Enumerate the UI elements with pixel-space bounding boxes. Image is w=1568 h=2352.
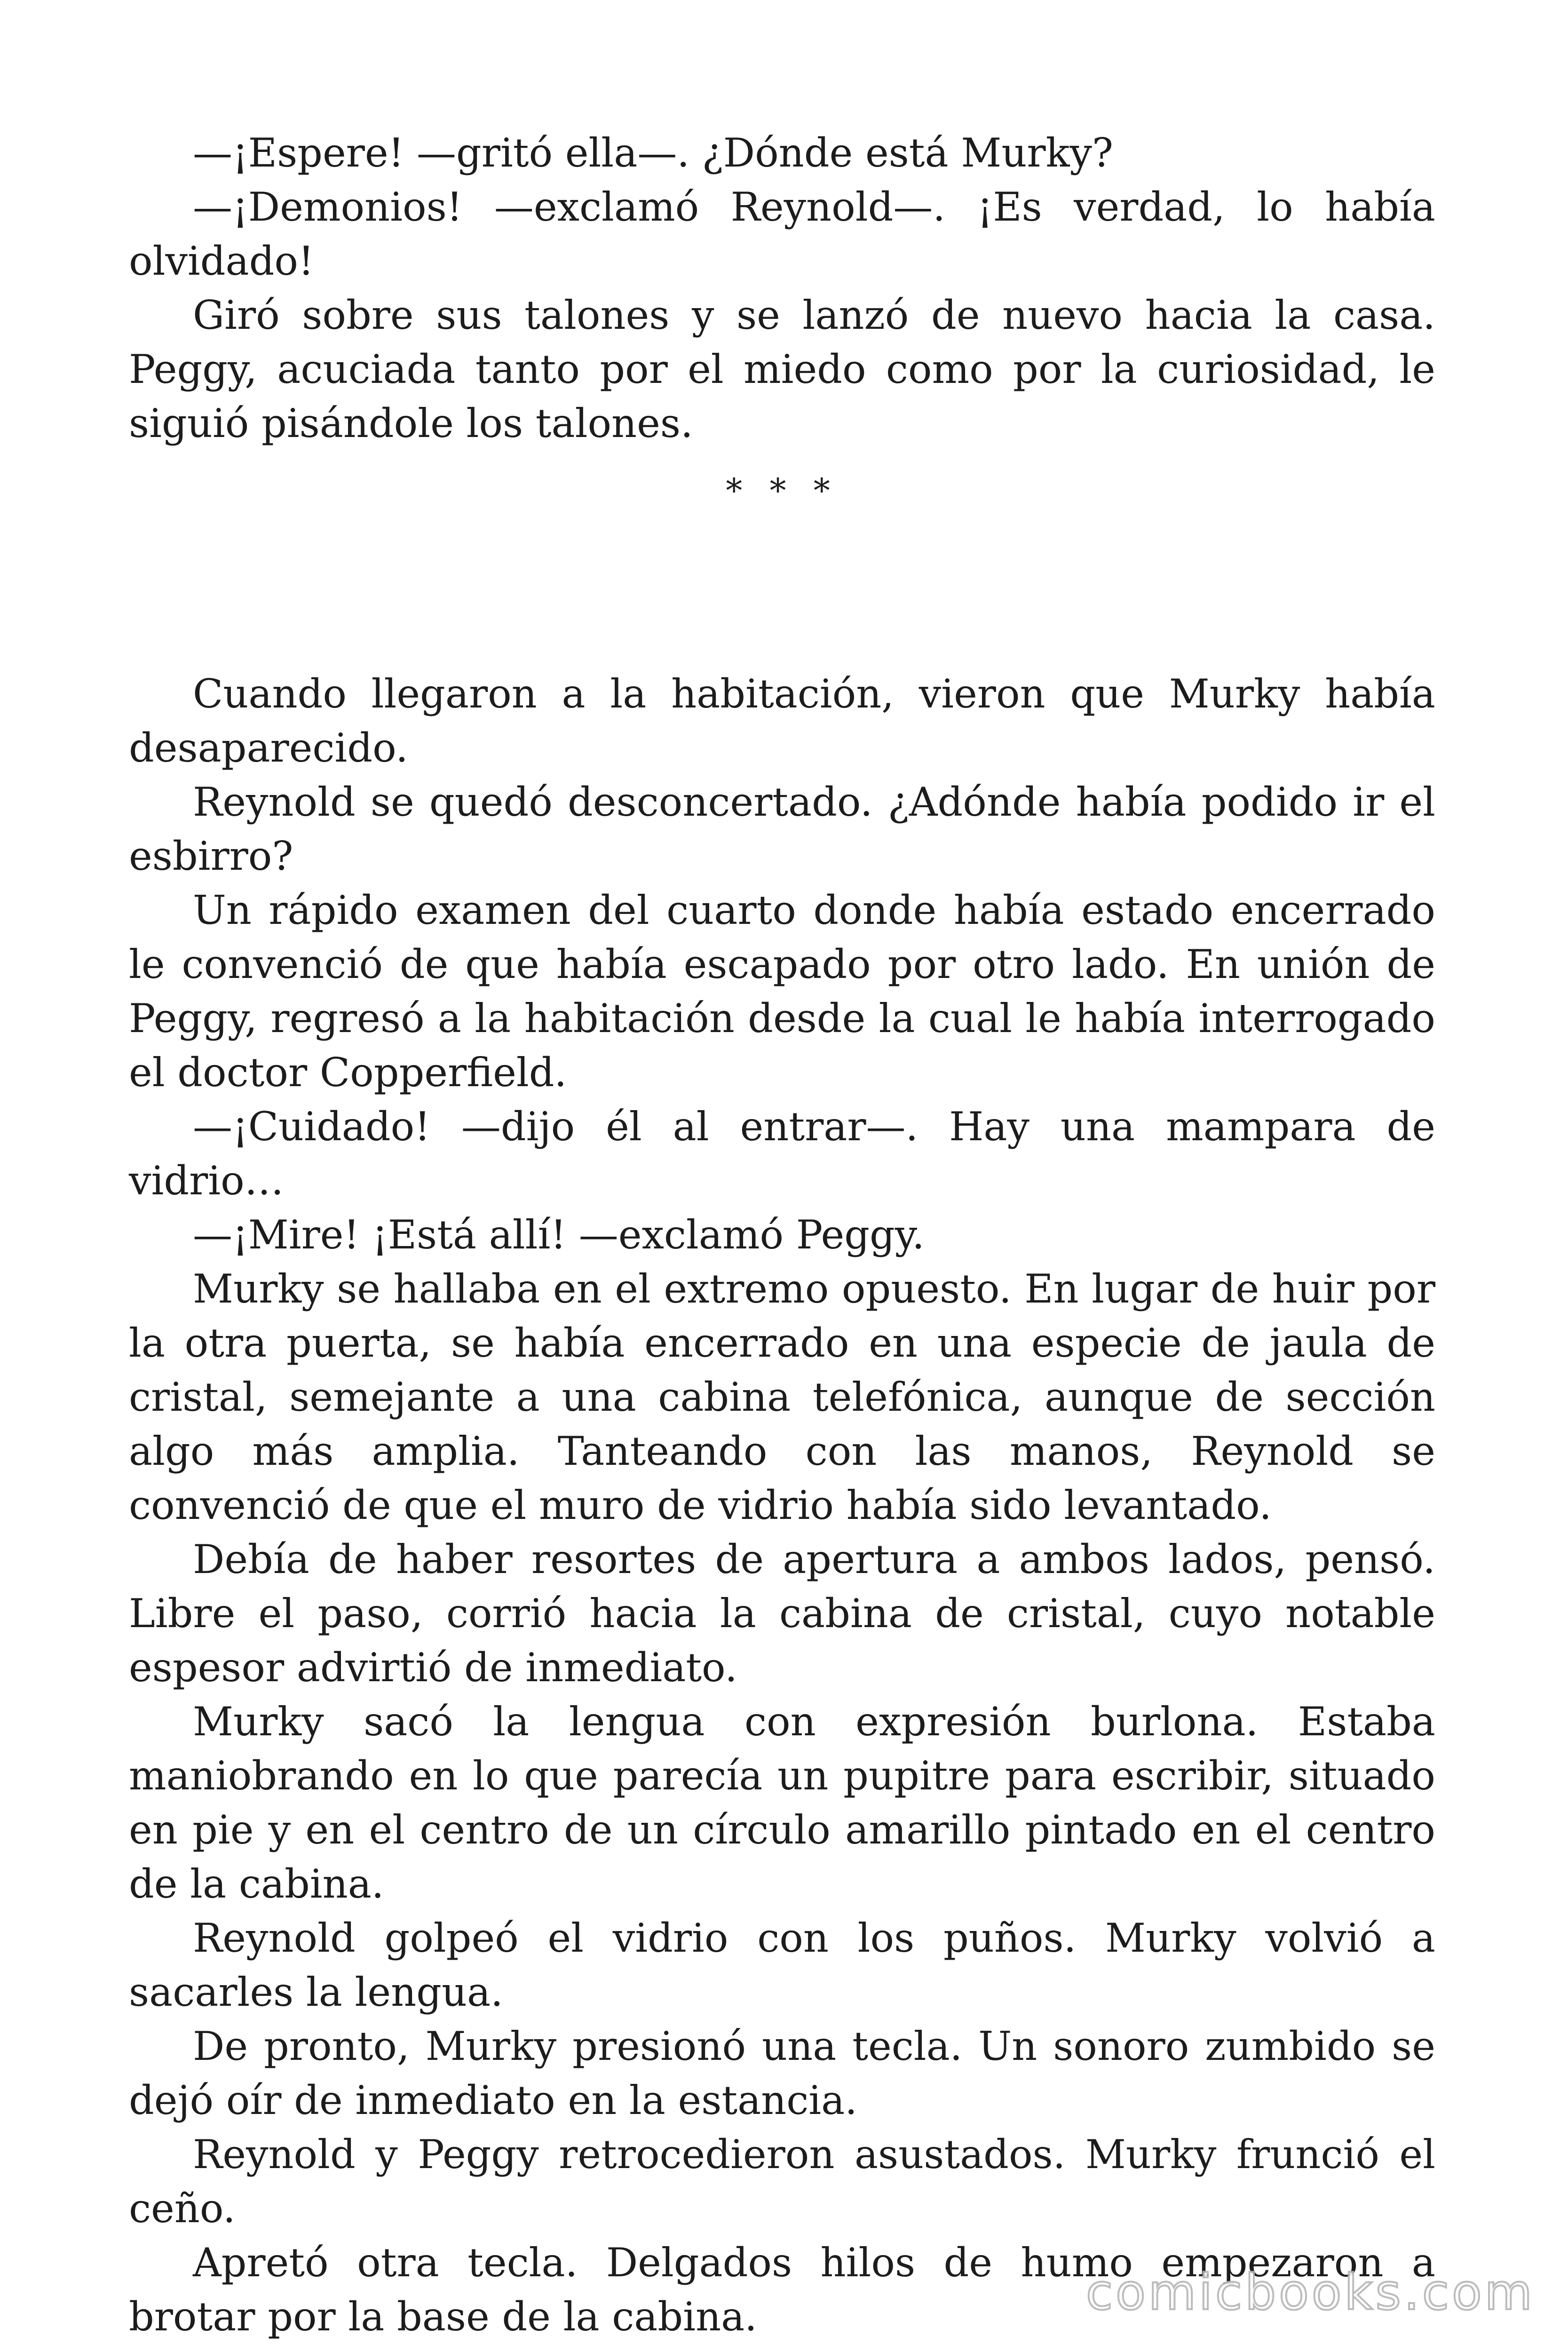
paragraph: —¡Cuidado! —dijo él al entrar—. Hay una mampara de vidrio… xyxy=(129,1104,1435,1204)
paragraph: —¡Mire! ¡Está allí! —exclamó Peggy. xyxy=(193,1212,925,1258)
paragraph: Un rápido examen del cuarto donde había estado encerrado le convenció de que había escapado por otro lado. En unión de Peggy, regresó a la habitación desde la cual le había interrogado el doctor Copperfield. xyxy=(129,887,1435,1096)
watermark-logo: comicbooks.com xyxy=(1085,2264,1535,2321)
paragraph: —¡Demonios! —exclamó Reynold—. ¡Es verdad, lo había olvidado! xyxy=(129,184,1435,284)
paragraph: —¡Espere! —gritó ella—. ¿Dónde está Murky? xyxy=(193,130,1113,176)
section-separator: * * * xyxy=(726,471,839,510)
page-text xyxy=(129,126,1435,2344)
paragraph: Apretó otra tecla. Delgados hilos de humo empezaron a brotar por la base de la cabina. xyxy=(129,2240,1435,2340)
paragraph: Reynold golpeó el vidrio con los puños. Murky volvió a sacarles la lengua. xyxy=(129,1915,1435,2015)
paragraph: Debía de haber resortes de apertura a ambos lados, pensó. Libre el paso, corrió hacia la cabina de cristal, cuyo notable espesor advirtió de inmediato. xyxy=(129,1536,1435,1691)
paragraph: De pronto, Murky presionó una tecla. Un sonoro zumbido se dejó oír de inmediato en la estancia. xyxy=(129,2023,1435,2123)
paragraph: Cuando llegaron a la habitación, vieron que Murky había desaparecido. xyxy=(129,671,1435,771)
paragraph: Giró sobre sus talones y se lanzó de nuevo hacia la casa. Peggy, acuciada tanto por el miedo como por la curiosidad, le siguió pisándole los talones. xyxy=(129,292,1435,446)
paragraph: Murky sacó la lengua con expresión burlona. Estaba maniobrando en lo que parecía un pupitre para escribir, situado en pie y en el centro de un círculo amarillo pintado en el centro de la cabina. xyxy=(129,1699,1435,1907)
paragraph: Reynold se quedó desconcertado. ¿Adónde había podido ir el esbirro? xyxy=(129,779,1435,879)
paragraph: Murky se hallaba en el extremo opuesto. En lugar de huir por la otra puerta, se había encerrado en una especie de jaula de cristal, semejante a una cabina telefónica, aunque de sección algo más amplia. Tanteando con las manos, Reynold se convenció de que el muro de vidrio había sido levantado. xyxy=(129,1266,1435,1528)
paragraph: Reynold y Peggy retrocedieron asustados. Murky frunció el ceño. xyxy=(129,2131,1435,2232)
